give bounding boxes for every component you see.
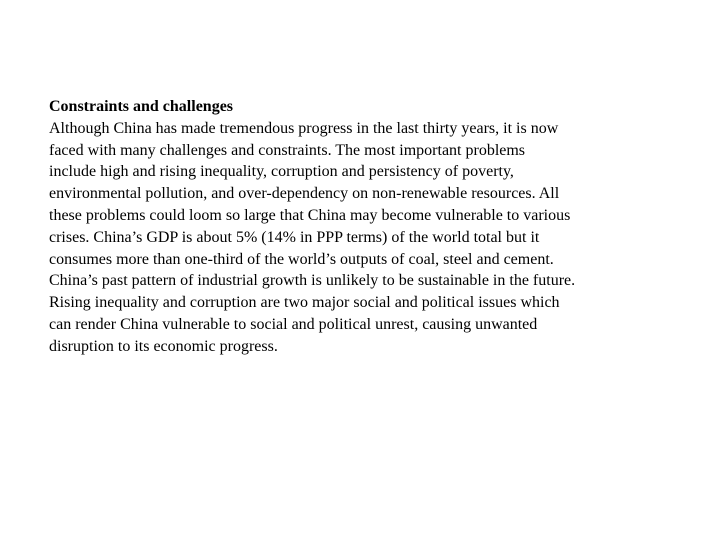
- body-line-10: can render China vulnerable to social and political unrest, causing unwanted: [49, 315, 538, 333]
- section-title: Constraints and challenges: [49, 98, 234, 115]
- body-line-6: crises. China’s GDP is about 5% (14% in PPP terms) of the world total but it: [49, 228, 540, 246]
- body-line-11: disruption to its economic progress.: [49, 337, 278, 355]
- body-line-2: faced with many challenges and constraints. The most important problems: [49, 141, 526, 159]
- body-line-7: consumes more than one-third of the world’s outputs of coal, steel and cement.: [49, 250, 554, 268]
- body-line-4: environmental pollution, and over-dependency on non-renewable resources. All: [49, 185, 560, 203]
- body-line-1: Although China has made tremendous progress in the last thirty years, it is now: [49, 119, 559, 137]
- body-line-8: China’s past pattern of industrial growth is unlikely to be sustainable in the future.: [49, 272, 576, 290]
- body-line-3: include high and rising inequality, corruption and persistency of poverty,: [49, 163, 514, 181]
- body-line-9: Rising inequality and corruption are two major social and political issues which: [49, 294, 560, 312]
- body-line-5: these problems could loom so large that China may become vulnerable to various: [49, 206, 571, 224]
- text-block: [49, 96, 699, 358]
